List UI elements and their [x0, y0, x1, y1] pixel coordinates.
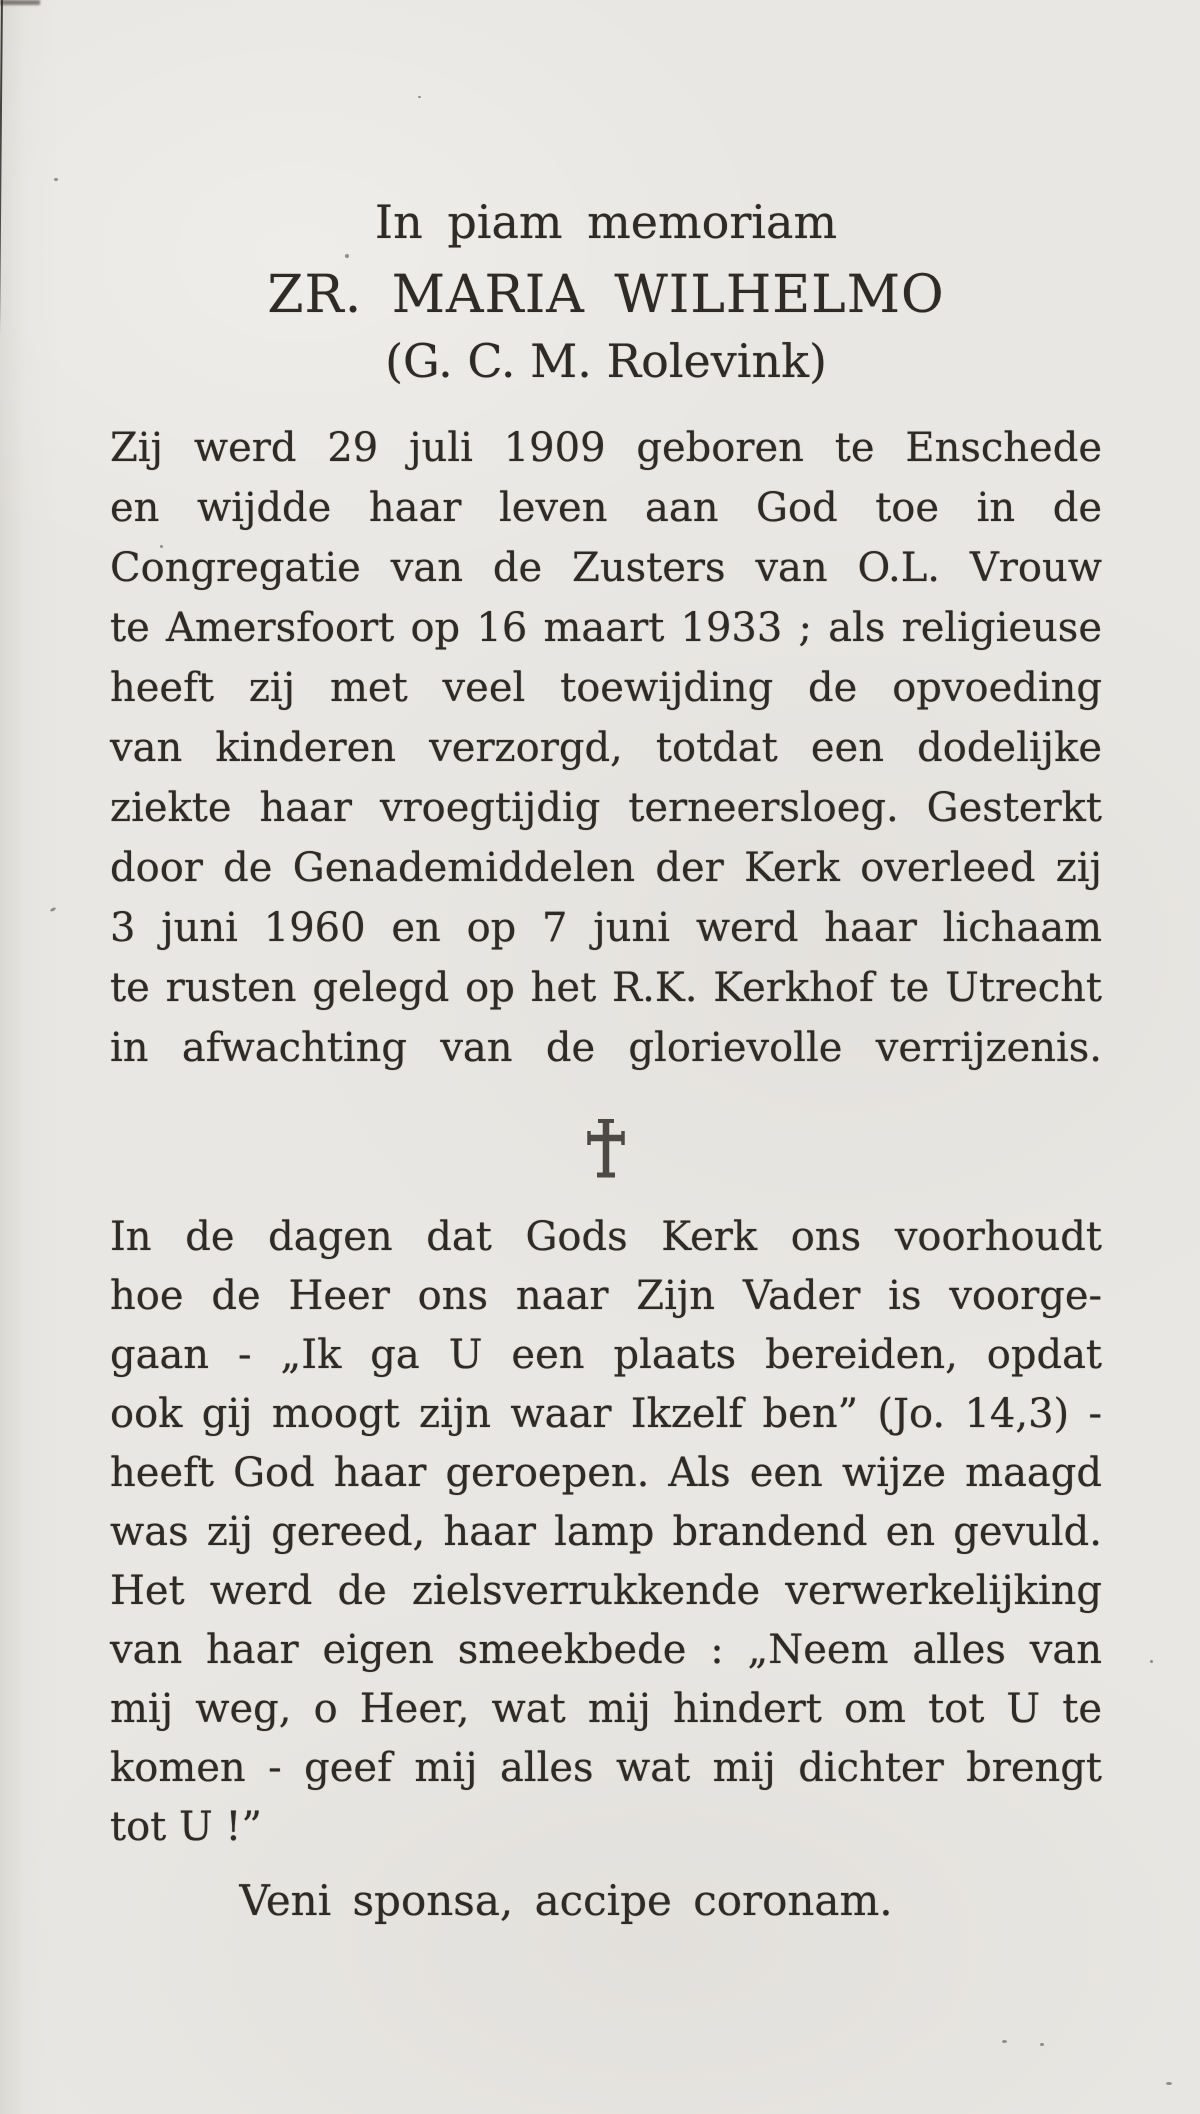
text-line: gaan - „Ik ga U een plaats bereiden, opdat	[110, 1332, 1102, 1378]
cross-icon	[110, 1116, 1102, 1180]
dust-speck	[1150, 1660, 1153, 1663]
dust-speck	[1166, 2082, 1172, 2085]
text-line: van haar eigen smeekbede : „Neem alles van	[110, 1627, 1102, 1673]
biography-paragraph	[110, 418, 1102, 1078]
text-line: door de Genademiddelen der Kerk overleed zij	[110, 845, 1102, 891]
text-line: Zij werd 29 juli 1909 geboren te Enschede	[110, 425, 1102, 471]
text-line: In de dagen dat Gods Kerk ons voorhoudt	[110, 1214, 1102, 1260]
text-line: ook gij moogt zijn waar Ikzelf ben” (Jo. 14,3) -	[110, 1391, 1102, 1437]
page-edge-line	[0, 0, 3, 2114]
deceased-name-title: ZR. MARIA WILHELMO	[267, 265, 945, 325]
text-line: was zij gereed, haar lamp brandend en gevuld.	[110, 1509, 1102, 1555]
scan-corner-artifact	[0, 0, 40, 5]
dust-speck	[1040, 2043, 1044, 2046]
text-line: Congregatie van de Zusters van O.L. Vrouw	[110, 545, 1102, 591]
closing-line: Veni sponsa, accipe coronam.	[239, 1876, 893, 1925]
text-line: Het werd de zielsverrukkende verwerkelijking	[110, 1568, 1102, 1614]
dust-speck	[1002, 2040, 1007, 2043]
text-line: ziekte haar vroegtijdig terneersloeg. Gesterkt	[110, 785, 1102, 831]
text-line: van kinderen verzorgd, totdat een dodelijke	[110, 725, 1102, 771]
text-line: in afwachting van de glorievolle verrijzenis.	[110, 1025, 1102, 1071]
text-line: en wijdde haar leven aan God toe in de	[110, 485, 1102, 531]
dust-speck	[54, 178, 58, 181]
deceased-birth-name: (G. C. M. Rolevink)	[385, 334, 827, 388]
text-line: heeft zij met veel toewijding de opvoeding	[110, 665, 1102, 711]
text-line: mij weg, o Heer, wat mij hindert om tot U te	[110, 1686, 1102, 1732]
text-line: hoe de Heer ons naar Zijn Vader is voorge-	[110, 1273, 1102, 1319]
text-line: te rusten gelegd op het R.K. Kerkhof te Utrecht	[110, 965, 1102, 1011]
meditation-paragraph	[110, 1208, 1102, 1857]
dust-speck	[50, 907, 57, 913]
card-text-column	[110, 0, 1102, 1929]
text-line: komen - geef mij alles wat mij dichter brengt	[110, 1745, 1102, 1791]
text-line: heeft God haar geroepen. Als een wijze maagd	[110, 1450, 1102, 1496]
text-line: tot U !”	[110, 1804, 262, 1850]
text-line: te Amersfoort op 16 maart 1933 ; als religieuse	[110, 605, 1102, 651]
text-line: 3 juni 1960 en op 7 juni werd haar lichaam	[110, 905, 1102, 951]
header-memoriam-line: In piam memoriam	[374, 195, 838, 249]
